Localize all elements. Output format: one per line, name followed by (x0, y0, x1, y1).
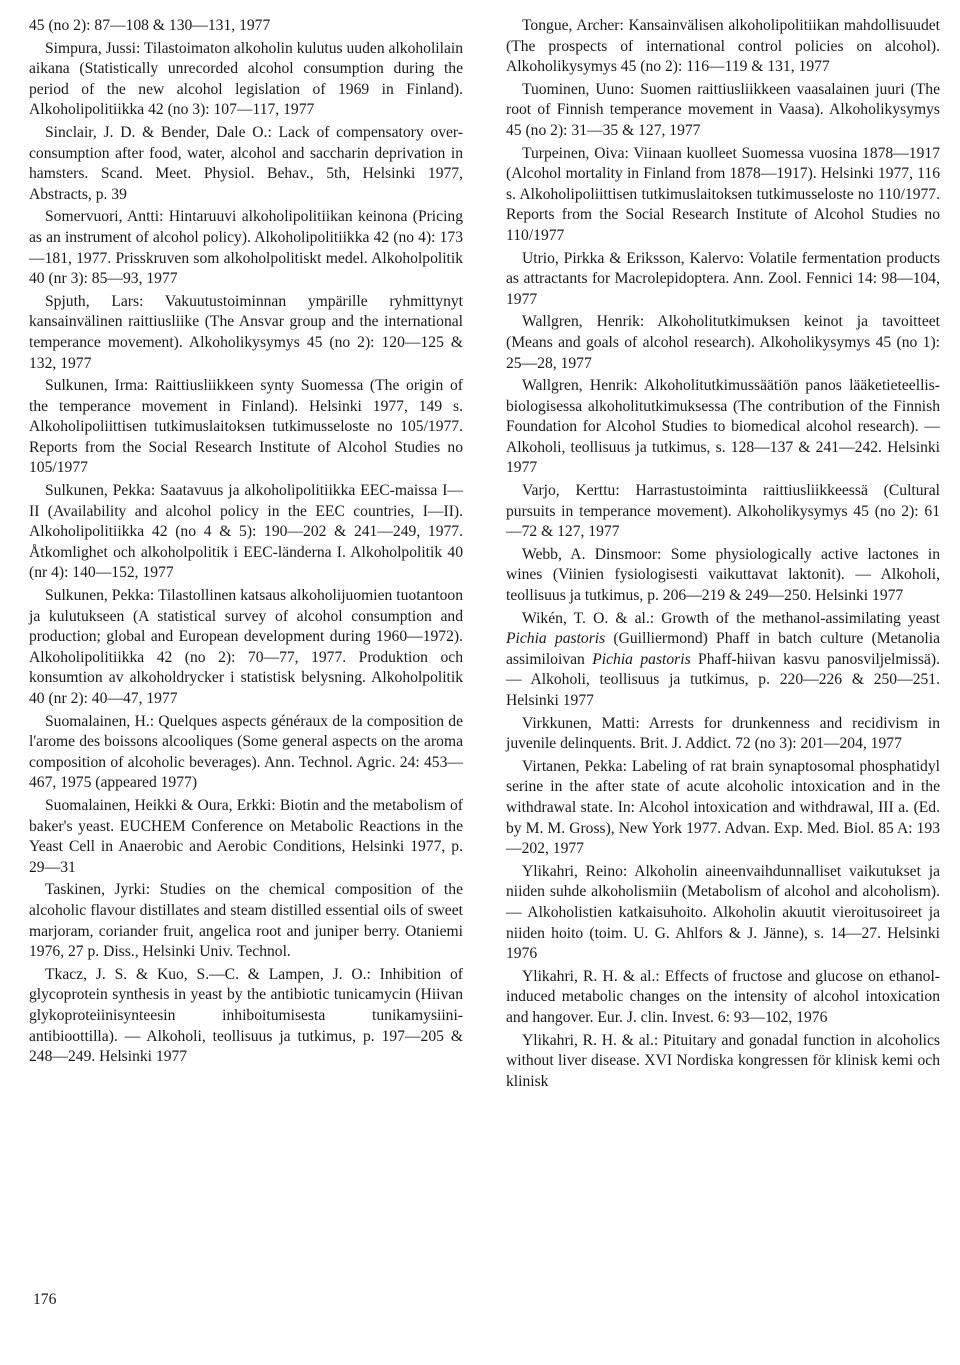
reference-entry: Utrio, Pirkka & Eriksson, Kalervo: Volatile fermentation products as attractants for Macrolepidoptera. Ann. Zool. Fennici 14: 98—104, 1977 (506, 249, 940, 308)
right-column (506, 16, 940, 1094)
reference-entry: Somervuori, Antti: Hintaruuvi alkoholipolitiikan keinona (Pricing as an instrument of alcohol policy). Alkoholipolitiikka 42 (no 4): 173—181, 1977. Prisskruven som alkoholpolitiskt medel. Alkoholpolitik 40 (nr 3): 85—93, 1977 (29, 208, 463, 288)
reference-entry: Sulkunen, Pekka: Saatavuus ja alkoholipolitiikka EEC-maissa I—II (Availability and alcohol policy in the EEC countries, I—II). Alkoholipolitiikka 42 (no 4 & 5): 190—202 & 241—249, 1977. Åtkomlighet och alkoholpolitik i EEC-länderna I. Alkoholpolitik 40 (nr 4): 140—152, 1977 (29, 482, 463, 582)
reference-continuation: 45 (no 2): 87—108 & 130—131, 1977 (29, 17, 271, 34)
reference-entry: Spjuth, Lars: Vakuutustoiminnan ympärille ryhmittynyt kansainvälinen raittiusliike (The Ansvar group and the international temperance movement). Alkoholikysymys 45 (no 2): 120—125 & 132, 1977 (29, 292, 463, 372)
reference-entry: Suomalainen, Heikki & Oura, Erkki: Biotin and the metabolism of baker's yeast. EUCHEM Conference on Metabolic Reactions in the Yeast Cell in Anaerobic and Aerobic Conditions, Helsinki 1977, p. 29—31 (29, 796, 463, 876)
reference-entry: Turpeinen, Oiva: Viinaan kuolleet Suomessa vuosina 1878—1917 (Alcohol mortality in Finland from 1878—1917). Helsinki 1977, 116 s. Alkoholipoliittisen tutkimuslaitoksen tutkimusseloste no 110/1977. Reports from the Social Research Institute of Alcohol Studies no 110/1977 (506, 144, 940, 244)
reference-entry: Wallgren, Henrik: Alkoholitutkimuksen keinot ja tavoitteet (Means and goals of alcohol research). Alkoholikysymys 45 (no 1): 25—28, 1977 (506, 313, 940, 372)
reference-entry: Wallgren, Henrik: Alkoholitutkimussäätiön panos lääketieteellis-biologisessa alkoholitutkimuksessa (The contribution of the Finnish Foundation for Alcohol Studies to biomedical alcohol research). — Alkoholi, teollisuus ja tutkimus, s. 128—137 & 241—242. Helsinki 1977 (506, 377, 940, 477)
reference-entry: Wikén, T. O. & al.: Growth of the methanol-assimilating yeast Pichia pastoris (Guilliermond) Phaff in batch culture (Metanolia assimiloivan Pichia pastoris Phaff-hiivan kasvu panosviljelmissä). — Alkoholi, teollisuus ja tutkimus, p. 220—226 & 250—251. Helsinki 1977 (506, 609, 940, 709)
left-column (29, 16, 463, 1070)
reference-entry: Tongue, Archer: Kansainvälisen alkoholipolitiikan mahdollisuudet (The prospects of international control policies on alcohol). Alkoholikysymys 45 (no 2): 116—119 & 131, 1977 (506, 17, 940, 76)
page-number: 176 (33, 1291, 57, 1308)
reference-entry: Ylikahri, R. H. & al.: Effects of fructose and glucose on ethanol-induced metabolic changes on the intensity of alcohol intoxication and hangover. Eur. J. clin. Invest. 6: 93—102, 1976 (506, 967, 940, 1026)
reference-entry: Varjo, Kerttu: Harrastustoiminta raittiusliikkeessä (Cultural pursuits in temperance movement). Alkoholikysymys 45 (no 2): 61—72 & 127, 1977 (506, 482, 940, 541)
reference-entry: Webb, A. Dinsmoor: Some physiologically active lactones in wines (Viinien fysiologisesti vaikuttavat laktonit). — Alkoholi, teollisuus ja tutkimus, p. 206—219 & 249—250. Helsinki 1977 (506, 545, 940, 605)
reference-entry: Sinclair, J. D. & Bender, Dale O.: Lack of compensatory over-consumption after food, water, alcohol and saccharin deprivation in hamsters. Scand. Meet. Physiol. Behav., 5th, Helsinki 1977, Abstracts, p. 39 (29, 123, 463, 203)
reference-entry: Tkacz, J. S. & Kuo, S.—C. & Lampen, J. O.: Inhibition of glycoprotein synthesis in yeast by the antibiotic tunicamycin (Hiivan glykoproteiinisynteesin inhiboitumisesta tunikamysiini-antibioottilla). — Alkoholi, teollisuus ja tutkimus, p. 197—205 & 248—249. Helsinki 1977 (29, 965, 463, 1066)
reference-entry: Suomalainen, H.: Quelques aspects généraux de la composition de l'arome des boissons alcooliques (Some general aspects on the aroma composition of alcoholic beverages). Ann. Technol. Agric. 24: 453—467, 1975 (appeared 1977) (29, 712, 463, 792)
reference-entry: Ylikahri, Reino: Alkoholin aineenvaihdunnalliset vaikutukset ja niiden suhde alkoholismiin (Metabolism of alcohol and alcoholism). — Alkoholistien katkaisuhoito. Alkoholin akuutit vieroitusoireet ja niiden hoito (toim. U. G. Ahlfors & J. Jänne), s. 14—27. Helsinki 1976 (506, 862, 940, 963)
reference-entry: Sulkunen, Pekka: Tilastollinen katsaus alkoholijuomien tuotantoon ja kulutukseen (A statistical survey of alcohol consumption and production; global and European development during 1960—1972). Alkoholipolitiikka 42 (no 2): 70—77, 1977. Produktion och konsumtion av alkoholdrycker i statistisk belysning. Alkoholpolitik 40 (nr 2): 40—47, 1977 (29, 587, 463, 707)
reference-entry: Taskinen, Jyrki: Studies on the chemical composition of the alcoholic flavour distillates and steam distilled essential oils of sweet marjoram, coriander fruit, angelica root and juniper berry. Otaniemi 1976, 27 p. Diss., Helsinki Univ. Technol. (29, 881, 463, 961)
reference-entry: Simpura, Jussi: Tilastoimaton alkoholin kulutus uuden alkoholilain aikana (Statistically unrecorded alcohol consumption during the period of the new alcohol legislation of 1969 in Finland). Alkoholipolitiikka 42 (no 3): 107—117, 1977 (29, 39, 464, 119)
reference-entry: Tuominen, Uuno: Suomen raittiusliikkeen vaasalainen juuri (The root of Finnish temperance movement in Vaasa). Alkoholikysymys 45 (no 2): 31—35 & 127, 1977 (506, 80, 940, 139)
reference-entry: Sulkunen, Irma: Raittiusliikkeen synty Suomessa (The origin of the temperance movement in Finland). Helsinki 1977, 149 s. Alkoholipoliittisen tutkimuslaitoksen tutkimusseloste no 105/1977. Reports from the Social Research Institute of Alcohol Studies no 105/1977 (29, 377, 463, 477)
reference-entry: Ylikahri, R. H. & al.: Pituitary and gonadal function in alcoholics without liver disease. XVI Nordiska kongressen för klinisk kemi och klinisk (506, 1031, 940, 1090)
reference-entry: Virkkunen, Matti: Arrests for drunkenness and recidivism in juvenile delinquents. Brit. J. Addict. 72 (no 3): 201—204, 1977 (506, 714, 940, 753)
reference-entry: Virtanen, Pekka: Labeling of rat brain synaptosomal phosphatidyl serine in the after state of acute alcoholic intoxication and in the withdrawal state. In: Alcohol intoxication and withdrawal, III a. (Ed. by M. M. Gross), New York 1977. Advan. Exp. Med. Biol. 85 A: 193—202, 1977 (506, 757, 940, 858)
